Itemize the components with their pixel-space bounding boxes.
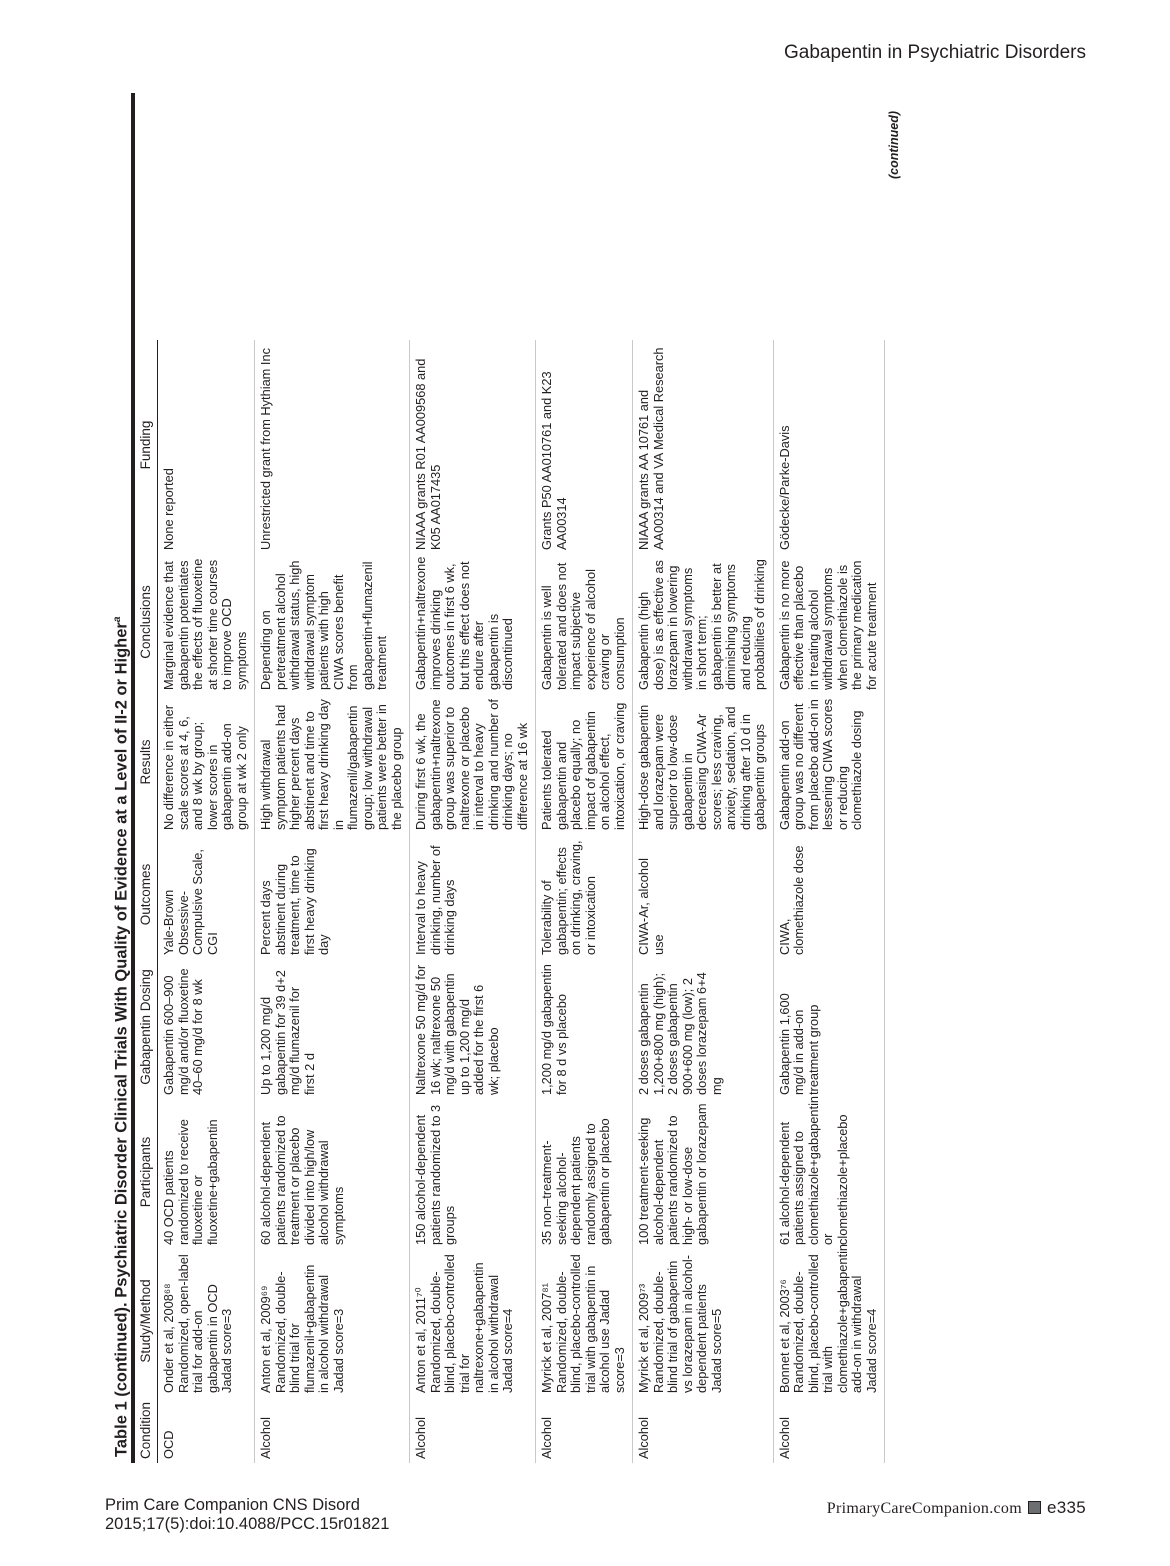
table-title [105, 93, 135, 1463]
cell-outcomes: Percent days abstinent during treatment, time to first heavy drinking day [255, 834, 410, 959]
cell-condition: Alcohol [536, 1397, 633, 1463]
footer-website: PrimaryCareCompanion.com [826, 1500, 1022, 1517]
page-number: e335 [1046, 1498, 1086, 1517]
cell-dosing: Naltrexone 50 mg/d for 16 wk; naltrexone 50 mg/d with gabapentin up to 1,200 mg/d added for the first 6 wk; placebo [410, 959, 536, 1099]
cell-study: Anton et al, 2011⁷⁰ Randomized, double-blind, placebo-controlled trial for naltrexone+gabapentin in alcohol withdrawal Jadad score=4 [410, 1249, 536, 1397]
footer-doi: 2015;17(5):doi:10.4088/PCC.15r01821 [105, 1515, 390, 1533]
cell-study: Onder et al, 2008⁶⁸ Randomized, open-label trial for add-on gabapentin in OCD Jadad score=3 [158, 1249, 255, 1397]
continued-label: (continued) [887, 111, 901, 180]
cell-condition: Alcohol [633, 1397, 774, 1463]
cell-conclusions: Gabapentin+naltrexone improves drinking outcomes in first 6 wk, but this effect does not endure after gabapentin is discontinued [410, 554, 536, 694]
rotated-table [105, 93, 953, 1463]
cell-outcomes: CIWA-Ar, alcohol use [633, 834, 774, 959]
header-participants: Participants [135, 1099, 158, 1249]
cell-conclusions: Gabapentin is well tolerated and does not impact subjective experience of alcohol craving or consumption [536, 554, 633, 694]
cell-results: High withdrawal symptom patients had higher percent days abstinent and time to first heavy drinking day in flumazenil/gabapentin group; low withdrawal patients were better in the placebo group [255, 694, 410, 834]
header-funding: Funding [135, 340, 158, 554]
header-outcomes: Outcomes [135, 834, 158, 959]
cell-conclusions: Gabapentin (high dose) is as effective as lorazepam in lowering withdrawal symptoms in short term; gabapentin is better at diminishing symptoms and reducing probabilities of drinking [633, 554, 774, 694]
cell-participants: 150 alcohol-dependent patients randomized to 3 groups [410, 1099, 536, 1249]
cell-dosing: 1,200 mg/d gabapentin for 8 d vs placebo [536, 959, 633, 1099]
cell-condition: Alcohol [410, 1397, 536, 1463]
table-title-text: Table 1 (continued). Psychiatric Disorder Clinical Trials With Quality of Evidence at a Level of II-2 or Higher [112, 622, 131, 1457]
cell-study: Myrick et al, 2009⁷³ Randomized, double-blind trial of gabapentin vs lorazepam in alcohol-dependent patients Jadad score=5 [633, 1249, 774, 1397]
cell-funding: NIAAA grants AA 10761 and AA00314 and VA Medical Research [633, 340, 774, 554]
cell-participants: 60 alcohol-dependent patients randomized to treatment or placebo divided into high/low alcohol withdrawal symptoms [255, 1099, 410, 1249]
cell-study: Bonnet et al, 2003⁷⁶ Randomized, double-blind, placebo-controlled trial with clomethiazole+gabapentin add-on in withdrawal Jadad score=4 [774, 1249, 886, 1397]
footer-journal: Prim Care Companion CNS Disord [105, 1496, 360, 1514]
cell-condition: Alcohol [255, 1397, 410, 1463]
cell-condition: OCD [158, 1397, 255, 1463]
header-dosing: Gabapentin Dosing [135, 959, 158, 1099]
cell-participants: 35 non–treatment-seeking alcohol-dependent patients randomly assigned to gabapentin or placebo [536, 1099, 633, 1249]
cell-condition: Alcohol [774, 1397, 886, 1463]
cell-outcomes: Tolerability of gabapentin; effects on drinking, craving, or intoxication [536, 834, 633, 959]
cell-conclusions: Marginal evidence that gabapentin potentiates the effects of fluoxetine at shorter time courses to improve OCD symptoms [158, 554, 255, 694]
cell-results: During first 6 wk, the gabapentin+naltrexone group was superior to naltrexone or placebo in interval to heavy drinking and number of drinking days; no difference at 16 wk [410, 694, 536, 834]
table-grid [135, 93, 885, 1463]
cell-outcomes: Yale-Brown Obsessive-Compulsive Scale, CGI [158, 834, 255, 959]
cell-conclusions: Gabapentin is no more effective than placebo in treating alcohol withdrawal symptoms when clomethiazole is the primary medication for acute treatment [774, 554, 886, 694]
cell-participants: 40 OCD patients randomized to receive fluoxetine or fluoxetine+gabapentin [158, 1099, 255, 1249]
cell-dosing: Gabapentin 600–900 mg/d and/or fluoxetine 40–60 mg/d for 8 wk [158, 959, 255, 1099]
cell-results: Patients tolerated gabapentin and placebo equally; no impact of gabapentin on alcohol effect, intoxication, or craving [536, 694, 633, 834]
table-title-footnote: a [112, 616, 123, 623]
cell-participants: 61 alcohol-dependent patients assigned to clomethiazole+gabapentin or clomethiazole+placebo [774, 1099, 886, 1249]
cell-study: Myrick et al, 2007⁸¹ Randomized, double-blind, placebo-controlled trial with gabapentin in alcohol use Jadad score=3 [536, 1249, 633, 1397]
cell-results: Gabapentin add-on group was no different from placebo add-on in lessening CIWA scores or reducing clomethiazole dosing [774, 694, 886, 834]
header-condition: Condition [135, 1397, 158, 1463]
cell-conclusions: Depending on pretreatment alcohol withdrawal status, high withdrawal symptom patients with high CIWA scores benefit from gabapentin+flumazenil treatment [255, 554, 410, 694]
cell-funding: None reported [158, 340, 255, 554]
cell-dosing: Gabapentin 1,600 mg/d in add-on treatment group [774, 959, 886, 1099]
cell-dosing: 2 doses gabapentin 1,200+800 mg (high); 2 doses gabapentin 900+600 mg (low); 2 doses lorazepam 6+4 mg [633, 959, 774, 1099]
cell-funding: NIAAA grants R01 AA009568 and K05 AA017435 [410, 340, 536, 554]
header-conclusions: Conclusions [135, 554, 158, 694]
running-head: Gabapentin in Psychiatric Disorders [783, 42, 1086, 63]
cell-results: High-dose gabapentin and lorazepam were superior to low-dose gabapentin in decreasing CIWA-Ar scores; less craving, anxiety, sedation, and drinking after 10 d in gabapentin groups [633, 694, 774, 834]
cell-results: No difference in either scale scores at 4, 6, and 8 wk by group; lower scores in gabapentin add-on group at wk 2 only [158, 694, 255, 834]
header-study: Study/Method [135, 1249, 158, 1397]
cell-outcomes: Interval to heavy drinking, number of drinking days [410, 834, 536, 959]
cell-funding: Unrestricted grant from Hythiam Inc [255, 340, 410, 554]
header-results: Results [135, 694, 158, 834]
cell-participants: 100 treatment-seeking alcohol-dependent patients randomized to high- or low-dose gabapentin or lorazepam [633, 1099, 774, 1249]
cell-funding: Grants P50 AA010761 and K23 AA00314 [536, 340, 633, 554]
footer-site [827, 1498, 1086, 1518]
square-icon [1028, 1501, 1041, 1514]
cell-outcomes: CIWA, clomethiazole dose [774, 834, 886, 959]
cell-funding: Gödecke/Parke-Davis [774, 340, 886, 554]
cell-dosing: Up to 1,200 mg/d gabapentin for 39 d+2 mg/d flumazenil for first 2 d [255, 959, 410, 1099]
cell-study: Anton et al, 2009⁶⁹ Randomized, double-blind trial for flumazenil+gabapentin in alcohol withdrawal Jadad score=3 [255, 1249, 410, 1397]
footer-citation [105, 1496, 389, 1534]
